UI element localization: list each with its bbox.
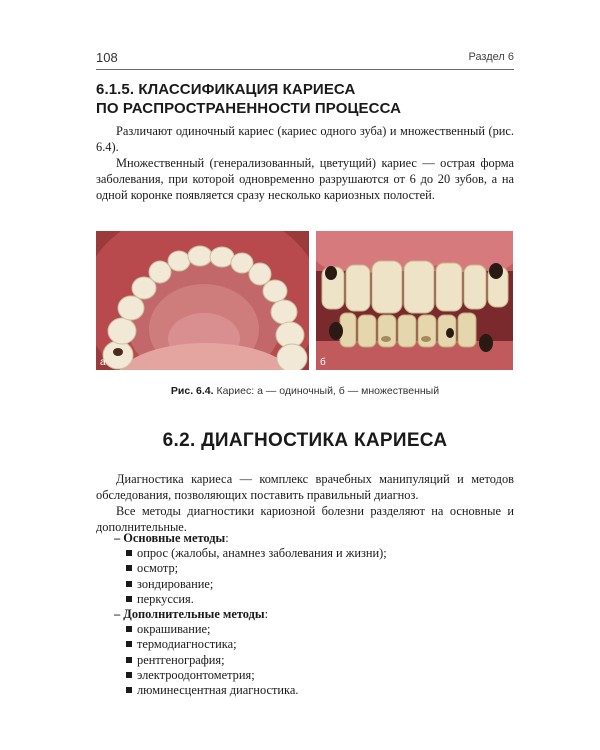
bullet-icon: [126, 641, 132, 647]
list-item: электроодонтометрия;: [96, 668, 514, 683]
figure-caption-text: Кариес: а — одиночный, б — множественный: [213, 385, 440, 397]
paragraph-intro: Различают одиночный кариес (кариес одного зуба) и множественный (рис. 6.4).: [96, 124, 514, 154]
list-item: рентгенография;: [96, 653, 514, 668]
figure-caption-number: Рис. 6.4.: [170, 385, 214, 397]
list-item: зондирование;: [96, 577, 514, 592]
photo-a-illustration: [96, 231, 309, 370]
heading-line-1: 6.1.5. КЛАССИФИКАЦИЯ КАРИЕСА: [96, 81, 356, 98]
bullet-icon: [126, 657, 132, 663]
figure-caption: [96, 385, 514, 397]
photo-b-label: б: [320, 357, 326, 368]
running-section-title: Раздел 6: [468, 51, 514, 63]
list-item: люминесцентная диагностика.: [96, 683, 514, 698]
basic-methods-list: [96, 531, 514, 698]
photo-single-caries: [96, 231, 309, 370]
bullet-icon: [126, 565, 132, 571]
paragraph-diagnostics-definition: Диагностика кариеса — комплекс врачебных манипуляций и методов обследования, позволяющих поставить правильный диагноз.: [96, 472, 514, 502]
section-heading-6-2: 6.2. ДИАГНОСТИКА КАРИЕСА: [162, 430, 448, 451]
header-divider: [96, 69, 514, 70]
section-heading-6-1-5: [96, 80, 514, 118]
list-item: окрашивание;: [96, 622, 514, 637]
bullet-icon: [126, 596, 132, 602]
list-item: термодиагностика;: [96, 637, 514, 652]
bullet-icon: [126, 626, 132, 632]
photo-a-label: а: [100, 357, 106, 368]
paragraph-multiple-caries: Множественный (генерализованный, цветущий) кариес — острая форма заболевания, при которой одновременно разрушаются от 6 до 20 зубов, а на одной коронке появляется сразу несколько кариозных полостей.: [96, 156, 514, 202]
list-item: осмотр;: [96, 561, 514, 576]
bullet-icon: [126, 687, 132, 693]
page-header: [96, 50, 514, 70]
list-item: опрос (жалобы, анамнез заболевания и жизни);: [96, 546, 514, 561]
paragraph-methods-split: Все методы диагностики кариозной болезни разделяют на основные и дополнительные.: [96, 504, 514, 534]
photo-b-illustration: [316, 231, 513, 370]
bullet-icon: [126, 672, 132, 678]
heading-line-2: ПО РАСПРОСТРАНЕННОСТИ ПРОЦЕССА: [96, 100, 402, 117]
basic-methods-heading: – Основные методы:: [114, 531, 229, 545]
bullet-icon: [126, 581, 132, 587]
list-item: перкуссия.: [96, 592, 514, 607]
extra-methods-heading: – Дополнительные методы:: [114, 607, 269, 622]
photo-multiple-caries: [316, 231, 513, 370]
bullet-icon: [126, 550, 132, 556]
page-number: 108: [96, 50, 118, 65]
